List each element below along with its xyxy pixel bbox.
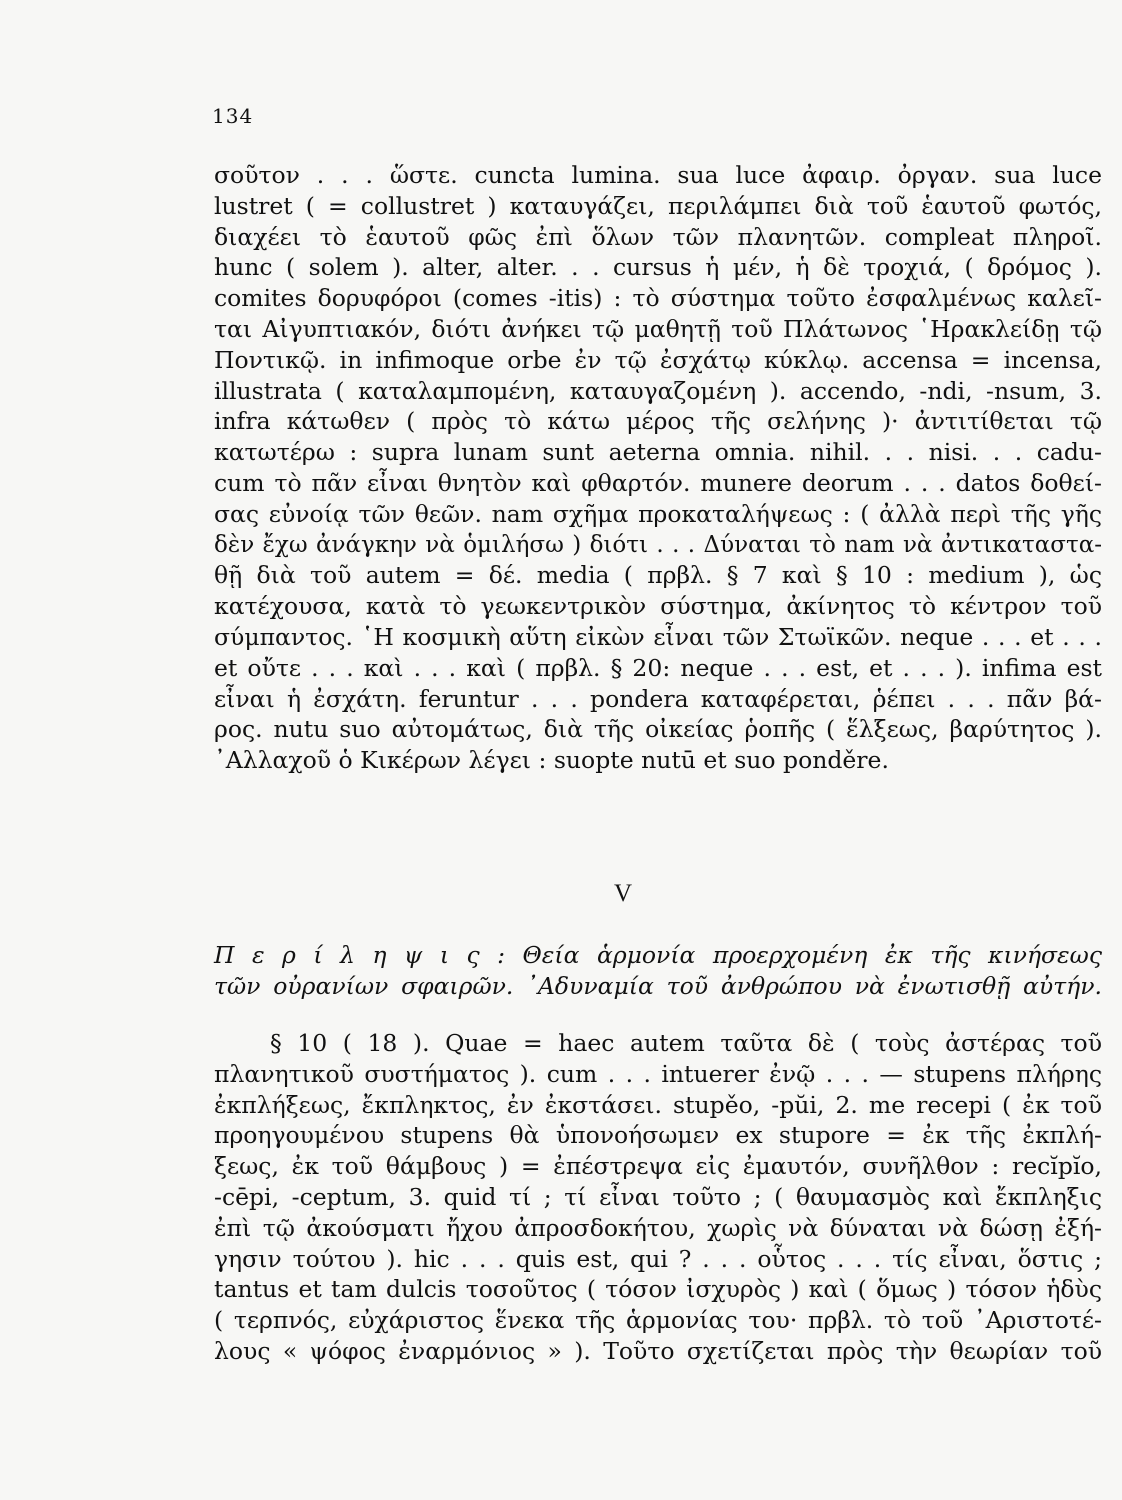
text-line: -cēpi, -ceptum, 3. quid τί ; τί εἶναι τοῦτο ; ( θαυμασμὸς καὶ ἔκπληξις [214, 1182, 1102, 1211]
text-line: ἐκπλήξεως, ἔκπληκτος, ἐν ἐκστάσει. stupěo, -pŭi, 2. me recepi ( ἐκ τοῦ [214, 1090, 1102, 1119]
text-line: ρος. nutu suo αὐτομάτως, διὰ τῆς οἰκείας ῥοπῆς ( ἕλξεως, βαρύτητος ). [214, 715, 1102, 744]
section-heading: V [613, 880, 633, 907]
text-line: § 10 ( 18 ). Quae = haec autem ταῦτα δὲ ( τοὺς ἀστέρας τοῦ [270, 1029, 1102, 1057]
text-line: θῇ διὰ τοῦ autem = δέ. media ( πρβλ. § 7 καὶ § 10 : medium ), ὡς [214, 561, 1102, 590]
text-line: γησιν τούτου ). hic . . . quis est, qui ? . . . οὗτος . . . τίς εἶναι, ὅστις ; [214, 1244, 1102, 1273]
text-line: ἐπὶ τῷ ἀκούσματι ἤχου ἀπροσδοκήτου, χωρὶς νὰ δύναται νὰ δώσῃ ἐξή- [214, 1213, 1102, 1242]
summary-line: τῶν οὐρανίων σφαιρῶν. ᾿Αδυναμία τοῦ ἀνθρώπου νὰ ἐνωτισθῇ αὐτήν. [214, 971, 1102, 1000]
text-line: σοῦτον . . . ὥστε. cuncta lumina. sua luce ἀφαιρ. ὀργαν. sua luce [214, 161, 1102, 189]
text-line: ξεως, ἐκ τοῦ θάμβους ) = ἐπέστρεψα εἰς ἐμαυτόν, συνῆλθον : recĭpĭo, [214, 1152, 1102, 1181]
text-line: κατέχουσα, κατὰ τὸ γεωκεντρικὸν σύστημα, ἀκίνητος τὸ κέντρον τοῦ [214, 592, 1102, 621]
text-line: infra κάτωθεν ( πρὸς τὸ κάτω μέρος τῆς σελήνης )· ἀντιτίθεται τῷ [214, 407, 1102, 436]
text-line: εἶναι ἡ ἐσχάτη. feruntur . . . pondera καταφέρεται, ῥέπει . . . πᾶν βά- [214, 684, 1102, 713]
text-line: δὲν ἔχω ἀνάγκην νὰ ὁμιλήσω ) διότι . . . Δύναται τὸ nam νὰ ἀντικαταστα- [214, 531, 1102, 558]
commentary-paragraph-2 [214, 1028, 1102, 1367]
section-summary [214, 940, 1102, 1002]
text-line: σύμπαντος. ῾Η κοσμικὴ αὕτη εἰκὼν εἶναι τῶν Στωϊκῶν. neque . . . et . . . [214, 622, 1102, 651]
text-line: lustret ( = collustret ) καταυγάζει, περιλάμπει διὰ τοῦ ἑαυτοῦ φωτός, [214, 191, 1102, 220]
commentary-paragraph-1 [214, 160, 1102, 776]
text-line: λους « ψόφος ἐναρμόνιος » ). Τοῦτο σχετίζεται πρὸς τὴν θεωρίαν τοῦ [214, 1336, 1102, 1365]
text-line: hunc ( solem ). alter, alter. . . cursus ἡ μέν, ἡ δὲ τροχιά, ( δρόμος ). [214, 253, 1102, 282]
text-line: tantus et tam dulcis τοσοῦτος ( τόσον ἰσχυρὸς ) καὶ ( ὅμως ) τόσον ἡδὺς [214, 1275, 1102, 1304]
text-line: σας εὐνοίᾳ τῶν θεῶν. nam σχῆμα προκαταλήψεως : ( ἀλλὰ περὶ τῆς γῆς [214, 499, 1102, 528]
page-number: 134 [212, 104, 254, 128]
text-line: comites δορυφόροι (comes -itis) : τὸ σύστημα τοῦτο ἐσφαλμένως καλεῖ- [214, 284, 1102, 313]
text-line: κατωτέρω : supra lunam sunt aeterna omnia. nihil. . . nisi. . . cadu- [214, 438, 1102, 467]
text-line: προηγουμένου stupens θὰ ὑπονοήσωμεν ex stupore = ἐκ τῆς ἐκπλή- [214, 1121, 1102, 1150]
summary-line: Π ε ρ ί λ η ψ ι ς : Θεία ἁρμονία προερχομένη ἐκ τῆς κινήσεως [214, 941, 1102, 969]
text-line: διαχέει τὸ ἑαυτοῦ φῶς ἐπὶ ὅλων τῶν πλανητῶν. compleat πληροῖ. [214, 222, 1102, 251]
text-line: πλανητικοῦ συστήματος ). cum . . . intuerer ἐνῷ . . . — stupens πλήρης [214, 1059, 1102, 1088]
text-line: ᾿Αλλαχοῦ ὁ Κικέρων λέγει : suopte nutū et suo ponděre. [214, 746, 889, 775]
text-line: et οὔτε . . . καὶ . . . καὶ ( πρβλ. § 20: neque . . . est, et . . . ). infima est [214, 653, 1102, 682]
text-line: illustrata ( καταλαμπομένη, καταυγαζομένη ). accendo, -ndi, -nsum, 3. [214, 376, 1102, 405]
text-line: ται Αἰγυπτιακόν, διότι ἀνήκει τῷ μαθητῇ τοῦ Πλάτωνος ῾Ηρακλείδῃ τῷ [214, 314, 1102, 343]
text-line: Ποντικῷ. in infimoque orbe ἐν τῷ ἐσχάτῳ κύκλῳ. accensa = incensa, [214, 345, 1102, 374]
text-line: ( τερπνός, εὐχάριστος ἕνεκα τῆς ἁρμονίας του· πρβλ. τὸ τοῦ ᾿Αριστοτέ- [214, 1306, 1102, 1335]
text-line: cum τὸ πᾶν εἶναι θνητὸν καὶ φθαρτόν. munere deorum . . . datos δοθεί- [214, 468, 1102, 497]
